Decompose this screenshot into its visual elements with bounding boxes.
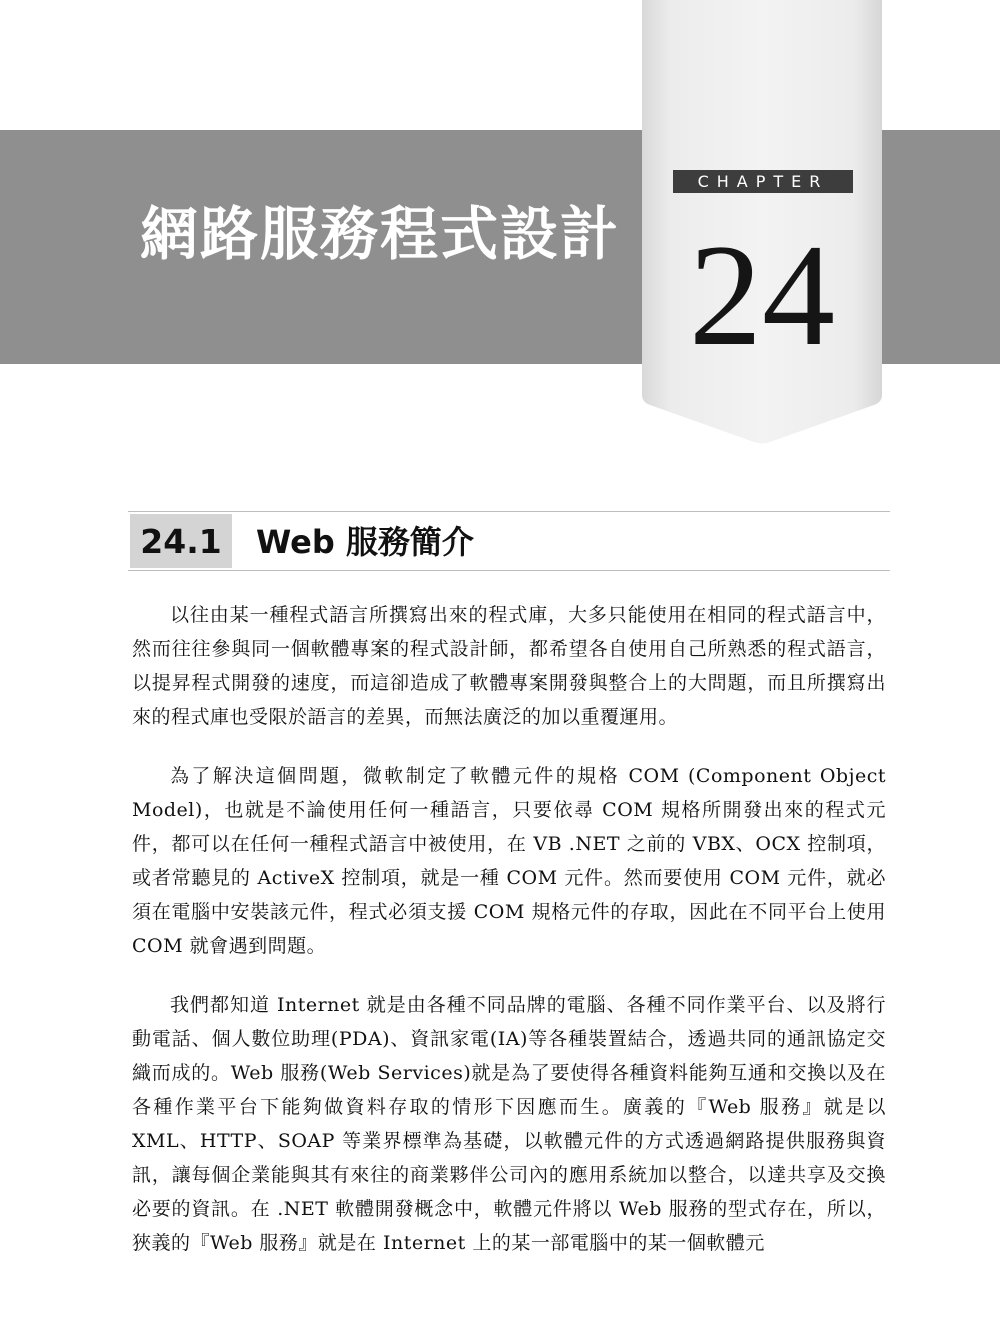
section-title: Web 服務簡介 [256,523,474,561]
paragraph: 為了解決這個問題，微軟制定了軟體元件的規格 COM (Component Object Model)，也就是不論使用任何一種語言，只要依尋 COM 規格所開發出來的程式元件，都可以在任何一種程式語言中被使用，在 VB .NET 之前的 VBX、OCX 控制項，或者常聽見的 ActiveX 控制項，就是一種 COM 元件。然而要使用 COM 元件，就必須在電腦中安裝該元件，程式必須支援 COM 規格元件的存取，因此在不同平台上使用 COM 就會遇到問題。 [132,765,886,957]
section-number: 24.1 [130,514,232,568]
chapter-label: CHAPTER [673,170,853,193]
paragraph: 以往由某一種程式語言所撰寫出來的程式庫，大多只能使用在相同的程式語言中，然而往往參與同一個軟體專案的程式設計師，都希望各自使用自己所熟悉的程式語言，以提昇程式開發的速度，而這卻造成了軟體專案開發與整合上的大問題，而且所撰寫出來的程式庫也受限於語言的差異，而無法廣泛的加以重覆運用。 [132,604,886,728]
chapter-title: 網路服務程式設計 [140,200,621,268]
chapter-number: 24 [689,214,835,376]
section-heading [128,511,890,571]
paragraph: 我們都知道 Internet 就是由各種不同品牌的電腦、各種不同作業平台、以及將行動電話、個人數位助理(PDA)、資訊家電(IA)等各種裝置結合，透過共同的通訊協定交織而成的。Web 服務(Web Services)就是為了要使得各種資料能夠互通和交換以及在各種作業平台下能夠做資料存取的情形下因應而生。廣義的『Web 服務』就是以 XML、HTTP、SOAP 等業界標準為基礎，以軟體元件的方式透過網路提供服務與資訊，讓每個企業能與其有來往的商業夥伴公司內的應用系統加以整合，以達共享及交換必要的資訊。在 .NET 軟體開發概念中，軟體元件將以 Web 服務的型式存在，所以，狹義的『Web 服務』就是在 Internet 上的某一部電腦中的某一個軟體元 [132,994,886,1254]
body-text [132,598,886,1285]
